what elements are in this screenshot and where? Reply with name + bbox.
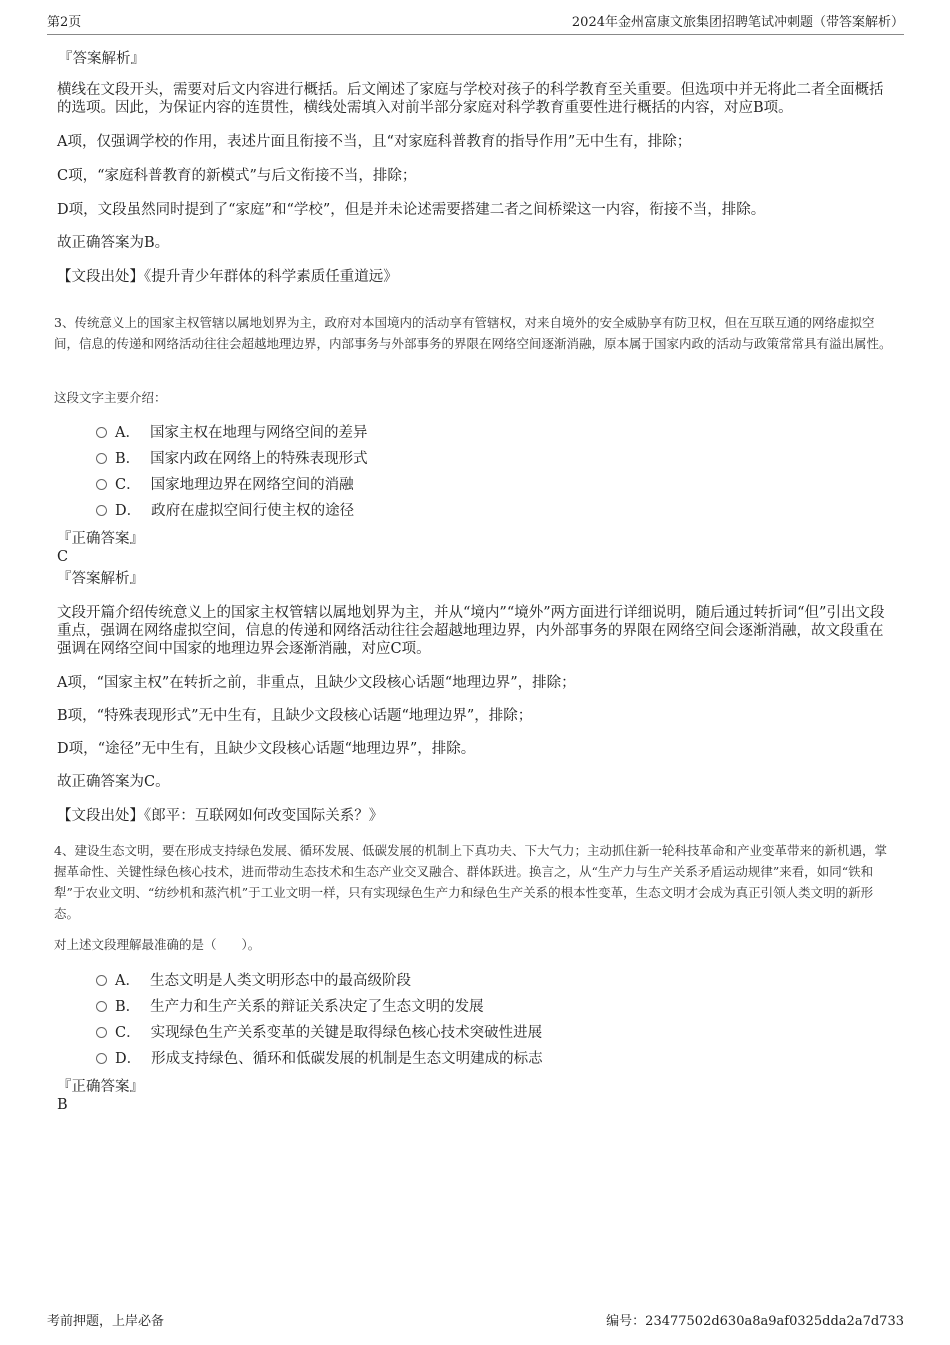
q2-analysis-label: 『答案解析』 [58,51,145,67]
radio-icon[interactable] [96,479,107,490]
radio-icon[interactable] [96,975,107,986]
q3-option-c[interactable]: C． 国家地理边界在网络空间的消融 [96,476,354,494]
q3-analysis-label: 『答案解析』 [57,571,144,587]
footer-serial: 编号：23477502d630a8a9af0325dda2a7d733 [606,1314,904,1329]
q4-option-b[interactable]: B． 生产力和生产关系的辩证关系决定了生态文明的发展 [96,998,484,1016]
q2-analysis-p1: 横线在文段开头，需要对后文内容进行概括。后文阐述了家庭与学校对孩子的科学教育至关重要。但选项中并无将此二者全面概括的选项。因此，为保证内容的连贯性，横线处需填入对前半部分家庭对科学教育重要性进行概括的内容，对应B项。 [57,82,884,116]
q2-analysis-p3: C项，“家庭科普教育的新模式”与后文衔接不当，排除； [57,168,417,184]
footer-slogan: 考前押题，上岸必备 [47,1314,165,1329]
q3-analysis-p5: 故正确答案为C。 [57,774,170,790]
page-header [47,12,904,35]
page-footer [47,1313,904,1331]
q4-option-d[interactable]: D． 形成支持绿色、循环和低碳发展的机制是生态文明建成的标志 [96,1050,543,1068]
q3-analysis-p4: D项，“途径”无中生有，且缺少文段核心话题“地理边界”，排除。 [57,741,476,757]
q3-option-d[interactable]: D． 政府在虚拟空间行使主权的途径 [96,502,354,520]
radio-icon[interactable] [96,505,107,516]
q4-answer: B [57,1097,68,1113]
q3-answer: C [57,549,69,565]
q3-option-a[interactable]: A． 国家主权在地理与网络空间的差异 [96,424,367,442]
radio-icon[interactable] [96,1027,107,1038]
document-title: 2024年金州富康文旅集团招聘笔试冲刺题（带答案解析） [571,15,904,30]
q3-question: 这段文字主要介绍： [54,390,167,405]
q2-analysis-p5: 故正确答案为B。 [57,235,170,251]
q3-source: 【文段出处】《郎平：互联网如何改变国际关系？》 [57,808,384,824]
page-number: 第2页 [47,15,82,30]
q3-stem: 3、传统意义上的国家主权管辖以属地划界为主，政府对本国境内的活动享有管辖权，对来自境外的安全威胁享有防卫权，但在互联互通的网络虚拟空间，信息的传递和网络活动往往会超越地理边界，内部事务与外部事务的界限在网络空间逐渐消融，原本属于国家内政的活动与政策常常具有溢出属性。 [54,315,892,351]
q3-analysis-p2: A项，“国家主权”在转折之前，非重点，且缺少文段核心话题“地理边界”，排除； [57,675,576,691]
q3-answer-label: 『正确答案』 [57,531,144,547]
q4-question: 对上述文段理解最准确的是（ ）。 [54,937,261,952]
radio-icon[interactable] [96,1053,107,1064]
q4-answer-label: 『正确答案』 [57,1079,144,1095]
radio-icon[interactable] [96,427,107,438]
q3-option-b[interactable]: B． 国家内政在网络上的特殊表现形式 [96,450,368,468]
q3-analysis-p3: B项，“特殊表现形式”无中生有，且缺少文段核心话题“地理边界”，排除； [57,708,533,724]
q3-analysis-p1: 文段开篇介绍传统意义上的国家主权管辖以属地划界为主，并从“境内”“境外”两方面进行详细说明，随后通过转折词“但”引出文段重点，强调在网络虚拟空间，信息的传递和网络活动往往会超越地理边界，内外部事务的界限在网络空间会逐渐消融，故文段重在强调在网络空间中国家的地理边界会逐渐消融，对应C项。 [57,605,885,657]
q2-analysis-p2: A项，仅强调学校的作用，表述片面且衔接不当，且“对家庭科普教育的指导作用”无中生有，排除； [57,134,692,150]
radio-icon[interactable] [96,453,107,464]
q4-option-a[interactable]: A． 生态文明是人类文明形态中的最高级阶段 [96,972,411,990]
q4-option-c[interactable]: C． 实现绿色生产关系变革的关键是取得绿色核心技术突破性进展 [96,1024,542,1042]
q4-stem: 4、建设生态文明，要在形成支持绿色发展、循环发展、低碳发展的机制上下真功夫、下大气力；主动抓住新一轮科技革命和产业变革带来的新机遇，掌握革命性、关键性绿色核心技术，进而带动生态技术和生态产业交叉融合、群体跃进。换言之，从“生产力与生产关系矛盾运动规律”来看，如同“铁和犁”于农业文明、“纺纱机和蒸汽机”于工业文明一样，只有实现绿色生产力和绿色生产关系的根本性变革，生态文明才会成为真正引领人类文明的新形态。 [54,843,887,921]
q2-analysis-p4: D项，文段虽然同时提到了“家庭”和“学校”，但是并未论述需要搭建二者之间桥梁这一内容，衔接不当，排除。 [57,202,766,218]
q2-source: 【文段出处】《提升青少年群体的科学素质任重道远》 [57,269,398,285]
radio-icon[interactable] [96,1001,107,1012]
